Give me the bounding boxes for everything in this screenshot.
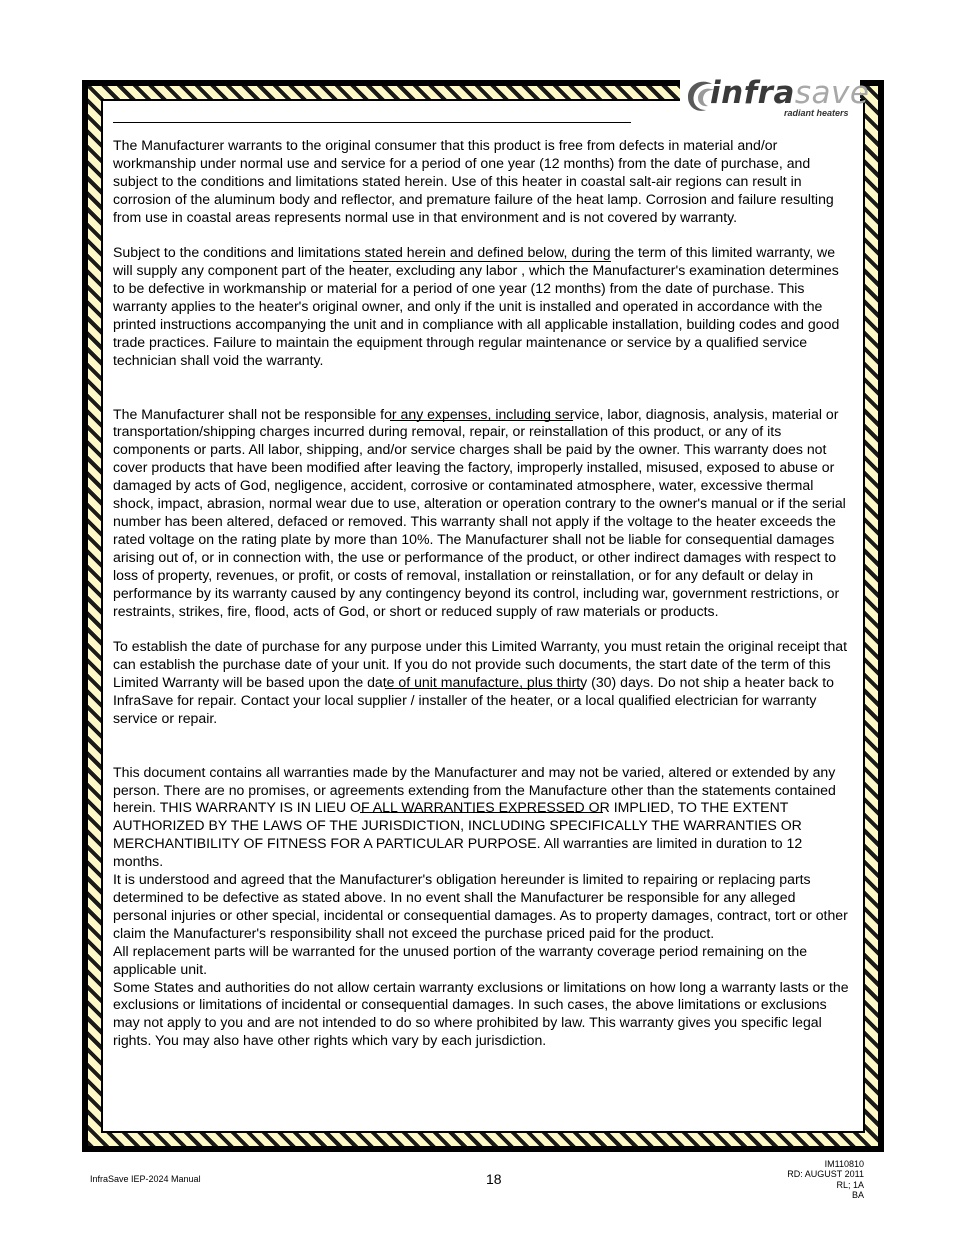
paragraph: The Manufacturer shall not be responsible for any expenses, including service, labor, diagnosis, analysis, material or transportation/shipping charges incurred during removal, repair, or reinstallation of this product, or any of its components or parts. All labor, shipping, and/or service charges shall be paid by the owner. This warranty does not cover products that have been modified after leaving the factory, improperly installed, misused, exposed to abuse or damaged by acts of God, negligence, accident, corrosive or contaminated atmosphere, water, excessive thermal shock, impact, abrasion, normal wear due to use, alteration or operation contrary to the owner's manual or if the serial number has been altered, defaced or removed. This warranty shall not apply if the voltage to the heater exceeds the rated voltage on the rating plate by more than 10%. The Manufacturer shall not be liable for consequential damages arising out of, or in connection with, the use or performance of the product, or other indirect damages with respect to loss of property, revenues, or profit, or costs of removal, installation or reinstallation, or for any default or delay in performance by its warranty caused by any contingency beyond its control, including war, government restrictions, or restraints, strikes, fire, flood, acts of God, or short or reduced supply of raw materials or products. [113,405,846,619]
page-number: 18 [486,1171,502,1187]
revision-info [787,1159,864,1200]
logo-main: infra [710,75,795,111]
approval: BA [851,1189,864,1200]
infrasave-logo [680,72,870,122]
manual-name: InfraSave IEP-2024 Manual [90,1174,201,1184]
logo-wordmark [710,76,869,110]
paragraph: This document contains all warranties made by the Manufacturer and may not be varied, altered or extended by any person. There are no promises, or agreements extending from the Manufacture other than the statements contained herein. THIS WARRANTY IS IN LIEU OF ALL WARRANTIES EXPRESSED OR IMPLIED, TO THE EXTENT AUTHORIZED BY THE LAWS OF THE JURISDICTION, INCLUDING SPECIFICALLY THE WARRANTIES OR MERCHANTIBILITY OF FITNESS FOR A PARTICULAR PURPOSE. All warranties are limited in duration to 12 months. [113,763,836,870]
paragraph: It is understood and agreed that the Manufacturer's obligation hereunder is limited to repairing or replacing parts determined to be defective as stated above. In no event shall the Manufacturer be responsible for any alleged personal injuries or other special, incidental or consequential damages. As to property damages, contract, tort or other claim the Manufacturer's responsibility shall not exceed the purchase priced paid for the product. [113,871,848,941]
paragraph: To establish the date of purchase for any purpose under this Limited Warranty, you must retain the original receipt that can establish the purchase date of your unit. If you do not provide such documents, the start date of the term of this Limited Warranty will be based upon the date of unit manufacture, plus thirty (30) days. Do not ship a heater back to InfraSave for repair. Contact your local supplier / installer of the heater, or a local qualified electrician for warranty service or repair. [113,638,848,726]
paragraph: All replacement parts will be warranted for the unused portion of the warranty coverage period remaining on the applicable unit. [113,942,808,977]
revision-level: RL; 1A [836,1179,864,1190]
title-underline [113,122,631,123]
logo-tagline: radiant heaters [784,108,849,118]
paragraph: Subject to the conditions and limitations stated herein and defined below, during the term of this limited warranty, we will supply any component part of the heater, excluding any labor , which the Manufacturer's examination determines to be defective in workmanship or material for a period of one year (12 months) from the date of purchase. This warranty applies to the heater's original owner, and only if the unit is installed and operated in accordance with the printed instructions accompanying the unit and in compliance with all applicable installation, building codes and good trade practices. Failure to maintain the equipment through regular maintenance or service by a qualified service technician shall void the warranty. [113,244,840,368]
logo-accent: save [794,75,870,111]
paragraph: The Manufacturer warrants to the original consumer that this product is free from defects in material and/or workmanship under normal use and service for a period of one year (12 months) from the date of purchase, and subject to the conditions and limitations stated herein. Use of this heater in coastal salt-air regions can result in corrosion of the aluminum body and reflector, and premature failure of the heat lamp. Corrosion and failure resulting from use in coastal areas represents normal use in that environment and is not covered by warranty. [113,137,834,225]
doc-id: IM110810 [824,1159,864,1169]
paragraph: Some States and authorities do not allow certain warranty exclusions or limitations on how long a warranty lasts or the exclusions or limitations of incidental or consequential damages. In such cases, the above limitations or exclusions may not apply to you and are not intended to do so where prohibited by law. This warranty gives you specific legal rights. You may also have other rights which vary by each jurisdiction. [113,978,849,1049]
warranty-text [113,137,853,1050]
revision-date: RD: AUGUST 2011 [787,1169,864,1180]
